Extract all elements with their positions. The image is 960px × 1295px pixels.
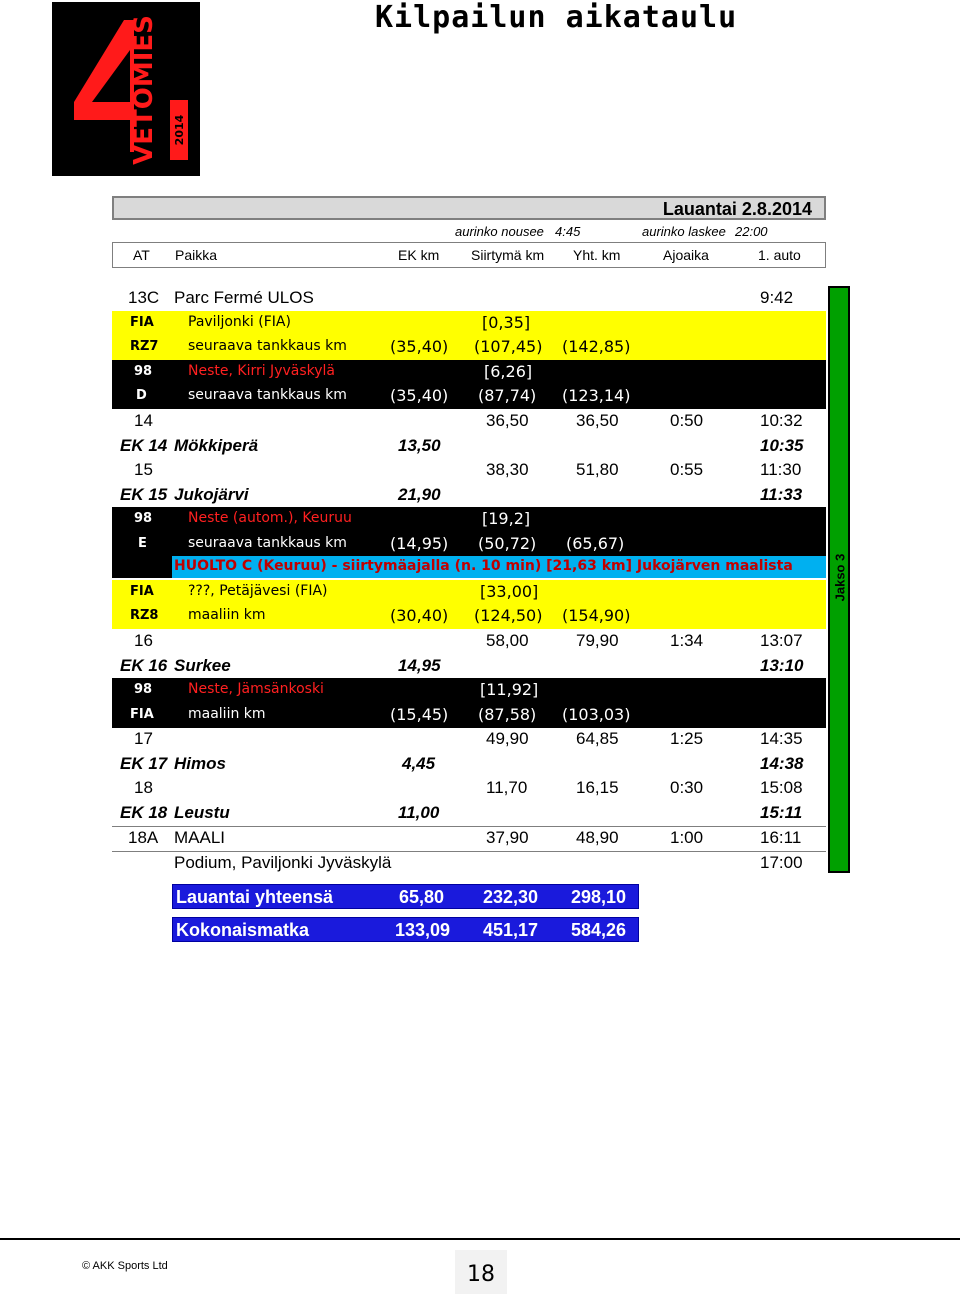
- table-row: [112, 629, 826, 654]
- table-row: [112, 752, 826, 777]
- overall-total-box: [172, 917, 639, 942]
- row-place: seuraava tankkaus km: [188, 535, 347, 551]
- section-bar: [828, 286, 850, 873]
- table-row: [112, 335, 826, 360]
- row-transfer: [19,2]: [482, 509, 531, 528]
- row-ek: 21,90: [398, 485, 441, 504]
- row-car1: 10:32: [760, 411, 803, 430]
- header-ek-km: EK km: [398, 247, 440, 263]
- row-transfer: (87,58): [478, 705, 537, 724]
- table-row: [112, 727, 826, 752]
- table-row: [112, 801, 826, 827]
- row-code: 98: [134, 682, 153, 697]
- row-code: 16: [134, 631, 153, 650]
- row-place: Parc Fermé ULOS: [174, 288, 314, 307]
- service-row: [172, 556, 826, 578]
- row-code: FIA: [130, 707, 154, 722]
- row-transfer: (87,74): [478, 386, 537, 405]
- table-row: [112, 654, 826, 679]
- row-car1: 16:11: [760, 828, 802, 847]
- total-transfer: 232,30: [483, 887, 539, 907]
- row-total: 51,80: [576, 460, 619, 479]
- logo-wordmark: VETOMIES: [129, 15, 159, 165]
- logo-year: 2014: [173, 114, 186, 146]
- sunset-label: aurinko laskee: [642, 224, 726, 239]
- row-place: seuraava tankkaus km: [188, 387, 347, 403]
- row-car1: 14:38: [760, 754, 804, 773]
- table-row: [112, 532, 826, 557]
- row-place: Podium, Paviljonki Jyväskylä: [174, 853, 392, 872]
- table-row: [112, 286, 826, 312]
- row-place: seuraava tankkaus km: [188, 338, 347, 354]
- table-row: [112, 384, 826, 409]
- table-row: [112, 678, 826, 703]
- row-transfer: 49,90: [486, 729, 529, 748]
- row-drive: 0:30: [670, 778, 704, 797]
- row-code: 18: [134, 778, 153, 797]
- row-transfer: [0,35]: [482, 313, 531, 332]
- row-code: 98: [134, 511, 153, 526]
- row-place: Neste, Kirri Jyväskylä: [188, 363, 335, 379]
- row-place: ???, Petäjävesi (FIA): [188, 583, 328, 599]
- total-label: Kokonaismatka: [176, 920, 310, 940]
- row-total: (65,67): [566, 534, 625, 553]
- row-transfer: 58,00: [486, 631, 529, 650]
- row-place: Surkee: [174, 656, 231, 675]
- day-header: [112, 196, 826, 220]
- header-siirtyma-km: Siirtymä km: [471, 247, 545, 263]
- row-place: Leustu: [174, 803, 230, 822]
- row-code: RZ8: [130, 608, 159, 623]
- row-transfer: [11,92]: [480, 680, 539, 699]
- header-1-auto: 1. auto: [758, 247, 801, 263]
- table-row: [112, 851, 826, 876]
- row-place: maaliin km: [188, 706, 266, 722]
- row-car1: 9:42: [760, 288, 794, 307]
- row-ek: (30,40): [390, 606, 449, 625]
- row-ek: (35,40): [390, 386, 449, 405]
- row-code: 17: [134, 729, 153, 748]
- row-code: E: [138, 536, 147, 551]
- column-headers: [112, 242, 826, 268]
- event-logo: [52, 2, 200, 176]
- row-drive: 1:34: [670, 631, 704, 650]
- table-row: [112, 360, 826, 385]
- row-drive: 0:55: [670, 460, 704, 479]
- row-ek: 11,00: [398, 803, 440, 822]
- row-car1: 13:10: [760, 656, 804, 675]
- row-transfer: 11,70: [486, 778, 528, 797]
- row-total: (103,03): [562, 705, 631, 724]
- header-paikka: Paikka: [175, 247, 218, 263]
- row-place: Paviljonki (FIA): [188, 314, 291, 330]
- row-place: Mökkiperä: [174, 436, 259, 455]
- row-code: 13C: [128, 288, 160, 307]
- row-place: Neste (autom.), Keuruu: [188, 510, 352, 526]
- row-ek: (14,95): [390, 534, 449, 553]
- total-sum: 298,10: [571, 887, 627, 907]
- footer-copyright: © AKK Sports Ltd: [82, 1260, 168, 1272]
- row-car1: 10:35: [760, 436, 804, 455]
- service-note: HUOLTO C (Keuruu) - siirtymäajalla (n. 10 min) [21,63 km] Jukojärven maalista: [174, 558, 793, 574]
- row-transfer: (50,72): [478, 534, 537, 553]
- row-car1: 11:33: [760, 485, 803, 504]
- table-row: [112, 434, 826, 459]
- row-code: EK 18: [120, 803, 168, 822]
- table-row: [112, 580, 826, 605]
- row-place: maaliin km: [188, 607, 266, 623]
- row-code: D: [136, 388, 147, 403]
- table-row: [112, 458, 826, 483]
- row-drive: 1:00: [670, 828, 704, 847]
- row-place: MAALI: [174, 828, 226, 847]
- header-ajoaika: Ajoaika: [663, 247, 709, 263]
- header-at: AT: [133, 247, 150, 263]
- row-code: FIA: [130, 584, 154, 599]
- row-place: Neste, Jämsänkoski: [188, 681, 324, 697]
- row-total: (142,85): [562, 337, 631, 356]
- row-total: 64,85: [576, 729, 619, 748]
- table-row: [112, 604, 826, 629]
- row-transfer: (107,45): [474, 337, 543, 356]
- row-transfer: [33,00]: [480, 582, 539, 601]
- row-code: RZ7: [130, 339, 159, 354]
- row-total: 48,90: [576, 828, 619, 847]
- total-transfer: 451,17: [483, 920, 539, 940]
- row-drive: 1:25: [670, 729, 704, 748]
- table-row: [112, 409, 826, 434]
- day-date: Lauantai 2.8.2014: [662, 199, 812, 219]
- total-sum: 584,26: [571, 920, 627, 940]
- row-transfer: [6,26]: [484, 362, 533, 381]
- row-car1: 13:07: [760, 631, 803, 650]
- row-code: 98: [134, 364, 153, 379]
- section-label: Jakso 3: [832, 553, 848, 602]
- row-car1: 15:11: [760, 803, 803, 822]
- row-car1: 11:30: [760, 460, 802, 479]
- page-number: 18: [467, 1262, 495, 1287]
- row-drive: 0:50: [670, 411, 704, 430]
- page-title: Kilpailun aikataulu: [375, 0, 738, 35]
- page-number-box: [455, 1250, 507, 1294]
- row-total: (123,14): [562, 386, 631, 405]
- row-code: EK 14: [120, 436, 168, 455]
- row-total: 79,90: [576, 631, 619, 650]
- sunset-time: 22:00: [735, 224, 768, 239]
- row-car1: 17:00: [760, 853, 803, 872]
- total-ek: 65,80: [399, 887, 445, 907]
- total-ek: 133,09: [395, 920, 451, 940]
- row-code: 18A: [128, 828, 159, 847]
- header-yht-km: Yht. km: [573, 247, 621, 263]
- row-transfer: 38,30: [486, 460, 529, 479]
- row-ek: (15,45): [390, 705, 449, 724]
- row-code: 15: [134, 460, 153, 479]
- table-row: [112, 311, 826, 336]
- row-transfer: 36,50: [486, 411, 529, 430]
- row-ek: 14,95: [398, 656, 441, 675]
- row-ek: (35,40): [390, 337, 449, 356]
- day-total-box: [172, 884, 639, 909]
- table-row: [112, 826, 826, 852]
- row-total: 36,50: [576, 411, 619, 430]
- table-row: [112, 703, 826, 728]
- row-transfer: 37,90: [486, 828, 529, 847]
- sunrise-label: aurinko nousee: [455, 224, 544, 239]
- row-total: (154,90): [562, 606, 631, 625]
- table-row: [112, 776, 826, 801]
- row-total: 16,15: [576, 778, 619, 797]
- row-code: EK 17: [120, 754, 168, 773]
- row-code: 14: [134, 411, 153, 430]
- row-code: EK 15: [120, 485, 168, 504]
- table-row: [112, 507, 826, 532]
- row-transfer: (124,50): [474, 606, 543, 625]
- row-code: FIA: [130, 315, 154, 330]
- row-car1: 14:35: [760, 729, 803, 748]
- row-ek: 13,50: [398, 436, 441, 455]
- row-ek: 4,45: [402, 754, 436, 773]
- row-code: EK 16: [120, 656, 168, 675]
- row-car1: 15:08: [760, 778, 803, 797]
- sunrise-time: 4:45: [555, 224, 581, 239]
- row-place: Himos: [174, 754, 226, 773]
- table-row: [112, 483, 826, 508]
- row-place: Jukojärvi: [174, 485, 249, 504]
- footer-divider: [0, 1238, 960, 1240]
- total-label: Lauantai yhteensä: [176, 887, 334, 907]
